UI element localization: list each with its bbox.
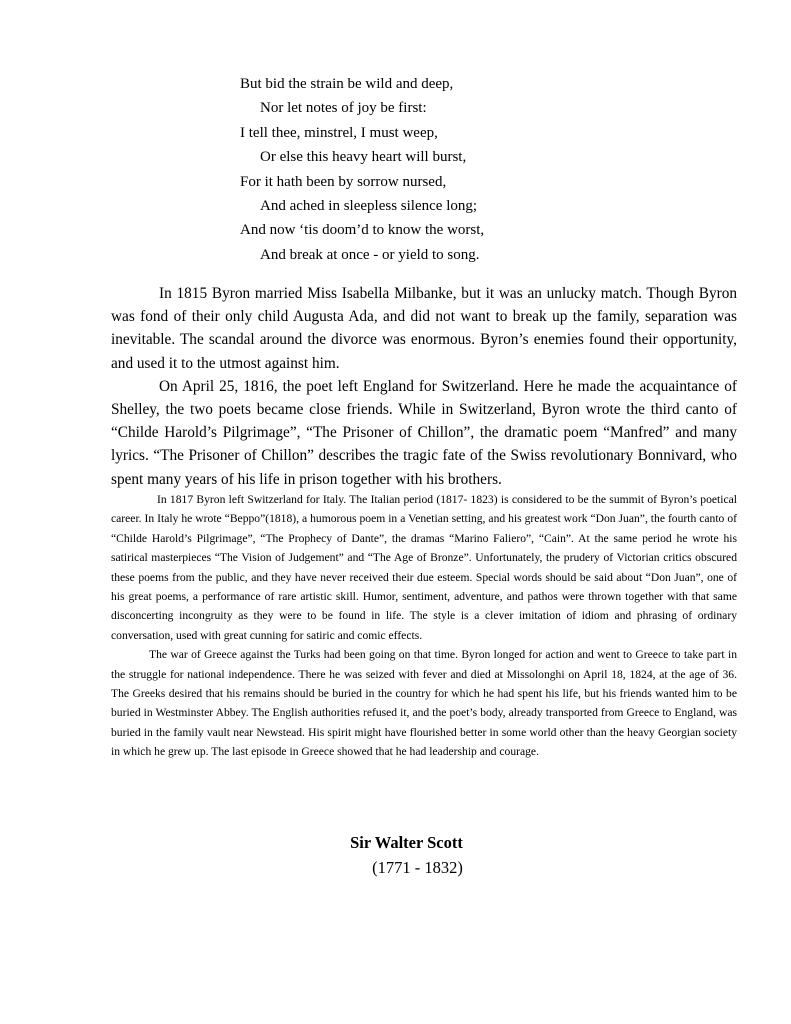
biography-small-text (111, 490, 737, 762)
poem-line: Nor let notes of joy be first: (260, 100, 427, 117)
poem-line: Or else this heavy heart will burst, (260, 149, 467, 166)
paragraph: In 1817 Byron left Switzerland for Italy. The Italian period (1817- 1823) is considered to be the summit of Byron’s poetical career. In Italy he wrote “Beppo”(1818), a humorous poem in a Venetian setting, and his greatest work “Don Juan”, the fourth canto of “Childe Harold’s Pilgrimage”, “The Prophecy of Dante”, the dramas “Marino Faliero”, “Cain”. At the same period he wrote his satirical masterpieces “The Vision of Judgement” and “The Age of Bronze”. Unfortunately, the prudery of Victorian critics obscured these poems from the public, and they have never received their due esteem. Special words should be said about “Don Juan”, one of his great poems, a performance of rare artistic skill. Humor, sentiment, adventure, and pathos were thrown together with that same disconcerting incongruity as they were to be found in life. The style is a clever imitation of idiom and phrasing of ordinary conversation, used with great cunning for satiric and comic effects. (111, 493, 737, 642)
paragraph: On April 25, 1816, the poet left England for Switzerland. Here he made the acquaintance of Shelley, the two poets became close friends. While in Switzerland, Byron wrote the third canto of “Childe Harold’s Pilgrimage”, “The Prisoner of Chillon”, the dramatic poem “Manfred” and many lyrics. “The Prisoner of Chillon” describes the tragic fate of the Swiss revolutionary Bonnivard, who spent many years of his life in prison together with his brothers. (111, 377, 737, 488)
poem-stanza (240, 72, 484, 267)
biography-text (111, 282, 737, 491)
poem-line: And now ‘tis doom’d to know the worst, (240, 222, 485, 239)
section-dates: (1771 - 1832) (372, 858, 463, 877)
paragraph: The war of Greece against the Turks had been going on that time. Byron longed for action and went to Greece to take part in the struggle for national independence. There he was seized with fever and died at Missolonghi on April 18, 1824, at the age of 36. The Greeks desired that his remains should be buried in the country for which he had spent his life, but his friends wanted him to be buried in Westminster Abbey. The English authorities refused it, and the poet’s body, already transported from Greece to England, was buried in the family vault near Newstead. His spirit might have flourished better in some world other than the heavy Georgian society in which he grew up. The last episode in Greece showed that he had leadership and courage. (111, 648, 737, 759)
paragraph: In 1815 Byron married Miss Isabella Milbanke, but it was an unlucky match. Though Byron was fond of their only child Augusta Ada, and did not want to break up the family, separation was inevitable. The scandal around the divorce was enormous. Byron’s enemies found their opportunity, and used it to the utmost against him. (111, 285, 737, 372)
poem-line: And ached in sleepless silence long; (260, 198, 478, 215)
poem-line: I tell thee, minstrel, I must weep, (240, 124, 438, 141)
poem-line: But bid the strain be wild and deep, (240, 76, 454, 92)
poem-line: For it hath been by sorrow nursed, (240, 173, 447, 190)
section-heading: Sir Walter Scott (350, 833, 463, 852)
poem-line: And break at once - or yield to song. (260, 246, 480, 263)
